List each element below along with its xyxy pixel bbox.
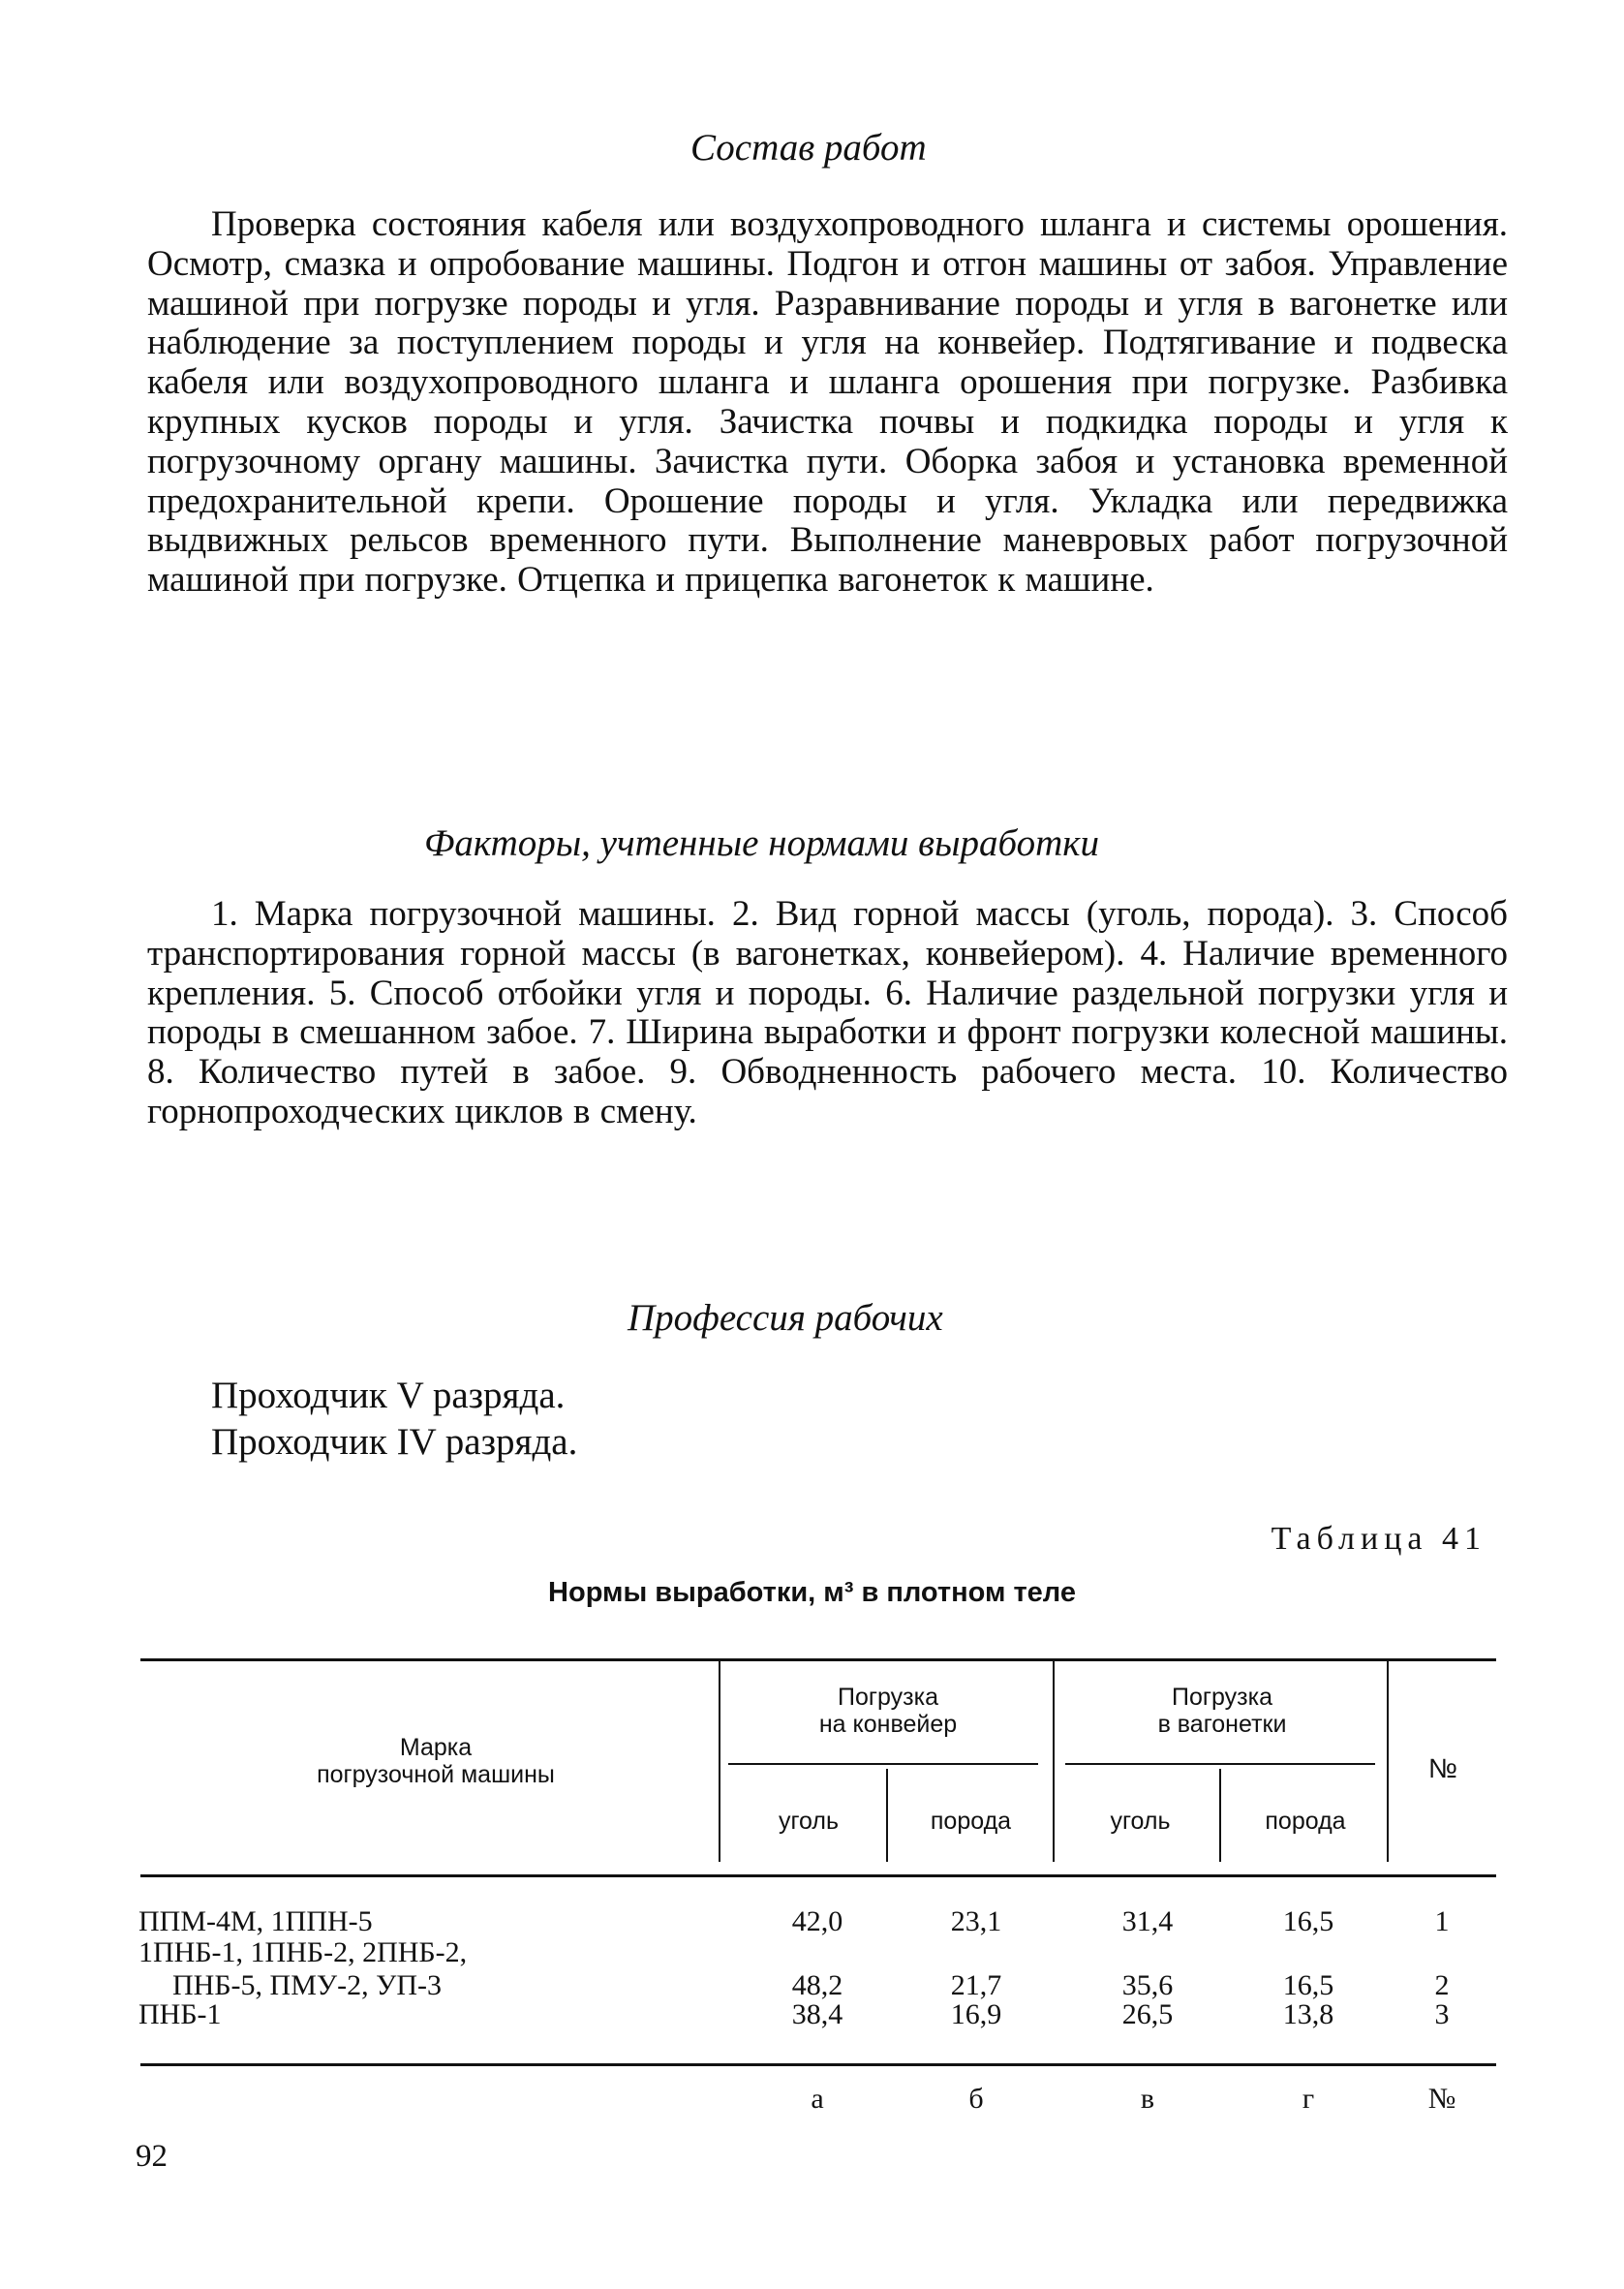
- value-cell: 38,4: [791, 1998, 843, 2030]
- value-cell: 16,9: [950, 1998, 1002, 2030]
- subcolumn-divider: [886, 1769, 888, 1862]
- value-cell: 48,2: [791, 1969, 843, 2001]
- value-cell: 35,6: [1121, 1969, 1174, 2001]
- value-cell: 26,5: [1121, 1998, 1174, 2030]
- profession-title: Профессия рабочих: [628, 1297, 943, 1339]
- value-cell: 13,8: [1282, 1998, 1334, 2030]
- machine-cell: 1ПНБ-1, 1ПНБ-2, 2ПНБ-2,: [138, 1936, 468, 1968]
- composition-text: Проверка состояния кабеля или воздухопроводного шланга и системы орошения. Осмотр, смазка и опробование машины. Подгон и отгон машины от забоя. Управление машиной при погрузке породы и угля. Разравнивание породы и угля в вагонетке или наблюдение за поступлением породы и угля на конвейер. Подтягивание и подвеска кабеля или воздухопроводного шланга и шланга орошения при погрузке. Разбивка крупных кусков породы и угля. Зачистка почвы и подкидка породы и угля к погрузочному органу машины. Зачистка пути. Оборка забоя и установка временной предохранительной крепи. Орошение породы и угля. Укладка или передвижка выдвижных рельсов временного пути. Выполнение маневровых работ погрузочной машиной при погрузке. Отцепка и прицепка вагонеток к машине.: [147, 204, 1508, 601]
- column-letter: г: [1302, 2083, 1315, 2115]
- value-cell: 16,5: [1282, 1905, 1334, 1937]
- row-number: 1: [1434, 1905, 1450, 1937]
- factors-text: 1. Марка погрузочной машины. 2. Вид горной массы (уголь, порода). 3. Способ транспортирования горной массы (в вагонетках, конвейером). 4. Наличие временного крепления. 5. Способ отбойки угля и породы. 6. Наличие раздельной погрузки угля и породы в смешанном забое. 7. Ширина выработки и фронт погрузки колесной машины. 8. Количество путей в забое. 9. Обводненность рабочего места. 10. Количество горнопроходческих циклов в смену.: [147, 894, 1508, 1131]
- header-coal: уголь: [778, 1808, 840, 1835]
- header-bottom-rule: [140, 1874, 1496, 1877]
- column-divider: [1387, 1660, 1389, 1862]
- column-divider: [719, 1660, 720, 1862]
- machine-cell: ПНБ-1: [138, 1998, 222, 2030]
- machine-cell: ППМ-4М, 1ППН-5: [138, 1905, 373, 1937]
- column-letter: в: [1140, 2083, 1155, 2115]
- page-number: 92: [136, 2139, 168, 2174]
- column-letter: №: [1427, 2083, 1456, 2115]
- factors-title: Факторы, учтенные нормами выработки: [424, 822, 1100, 864]
- table-title: Нормы выработки, м³ в плотном теле: [548, 1577, 1076, 1608]
- header-number: №: [1427, 1753, 1458, 1783]
- header-machine: Марка погрузочной машины: [317, 1734, 555, 1788]
- header-rock: порода: [930, 1808, 1012, 1835]
- composition-title: Состав работ: [690, 127, 927, 169]
- value-cell: 21,7: [950, 1969, 1002, 2001]
- machine-cell-continued: ПНБ-5, ПМУ-2, УП-3: [172, 1969, 443, 2001]
- column-divider: [1053, 1660, 1055, 1862]
- column-letter: б: [968, 2083, 984, 2115]
- row-number: 2: [1434, 1969, 1450, 2001]
- value-cell: 16,5: [1282, 1969, 1334, 2001]
- value-cell: 31,4: [1121, 1905, 1174, 1937]
- table-top-rule: [140, 1658, 1496, 1661]
- column-letter: а: [811, 2083, 824, 2115]
- value-cell: 42,0: [791, 1905, 843, 1937]
- value-cell: 23,1: [950, 1905, 1002, 1937]
- profession-line: Проходчик IV разряда.: [211, 1421, 578, 1463]
- subcolumn-divider: [1219, 1769, 1221, 1862]
- header-wagons: Погрузка в вагонетки: [1157, 1684, 1287, 1738]
- header-conveyor: Погрузка на конвейер: [818, 1684, 958, 1738]
- header-coal: уголь: [1110, 1808, 1171, 1835]
- group-underline: [1065, 1763, 1375, 1765]
- header-rock: порода: [1265, 1808, 1346, 1835]
- group-underline: [728, 1763, 1038, 1765]
- profession-line: Проходчик V разряда.: [211, 1375, 566, 1416]
- table-bottom-rule: [140, 2063, 1496, 2066]
- table-label: Таблица 41: [1271, 1521, 1486, 1557]
- row-number: 3: [1434, 1998, 1450, 2030]
